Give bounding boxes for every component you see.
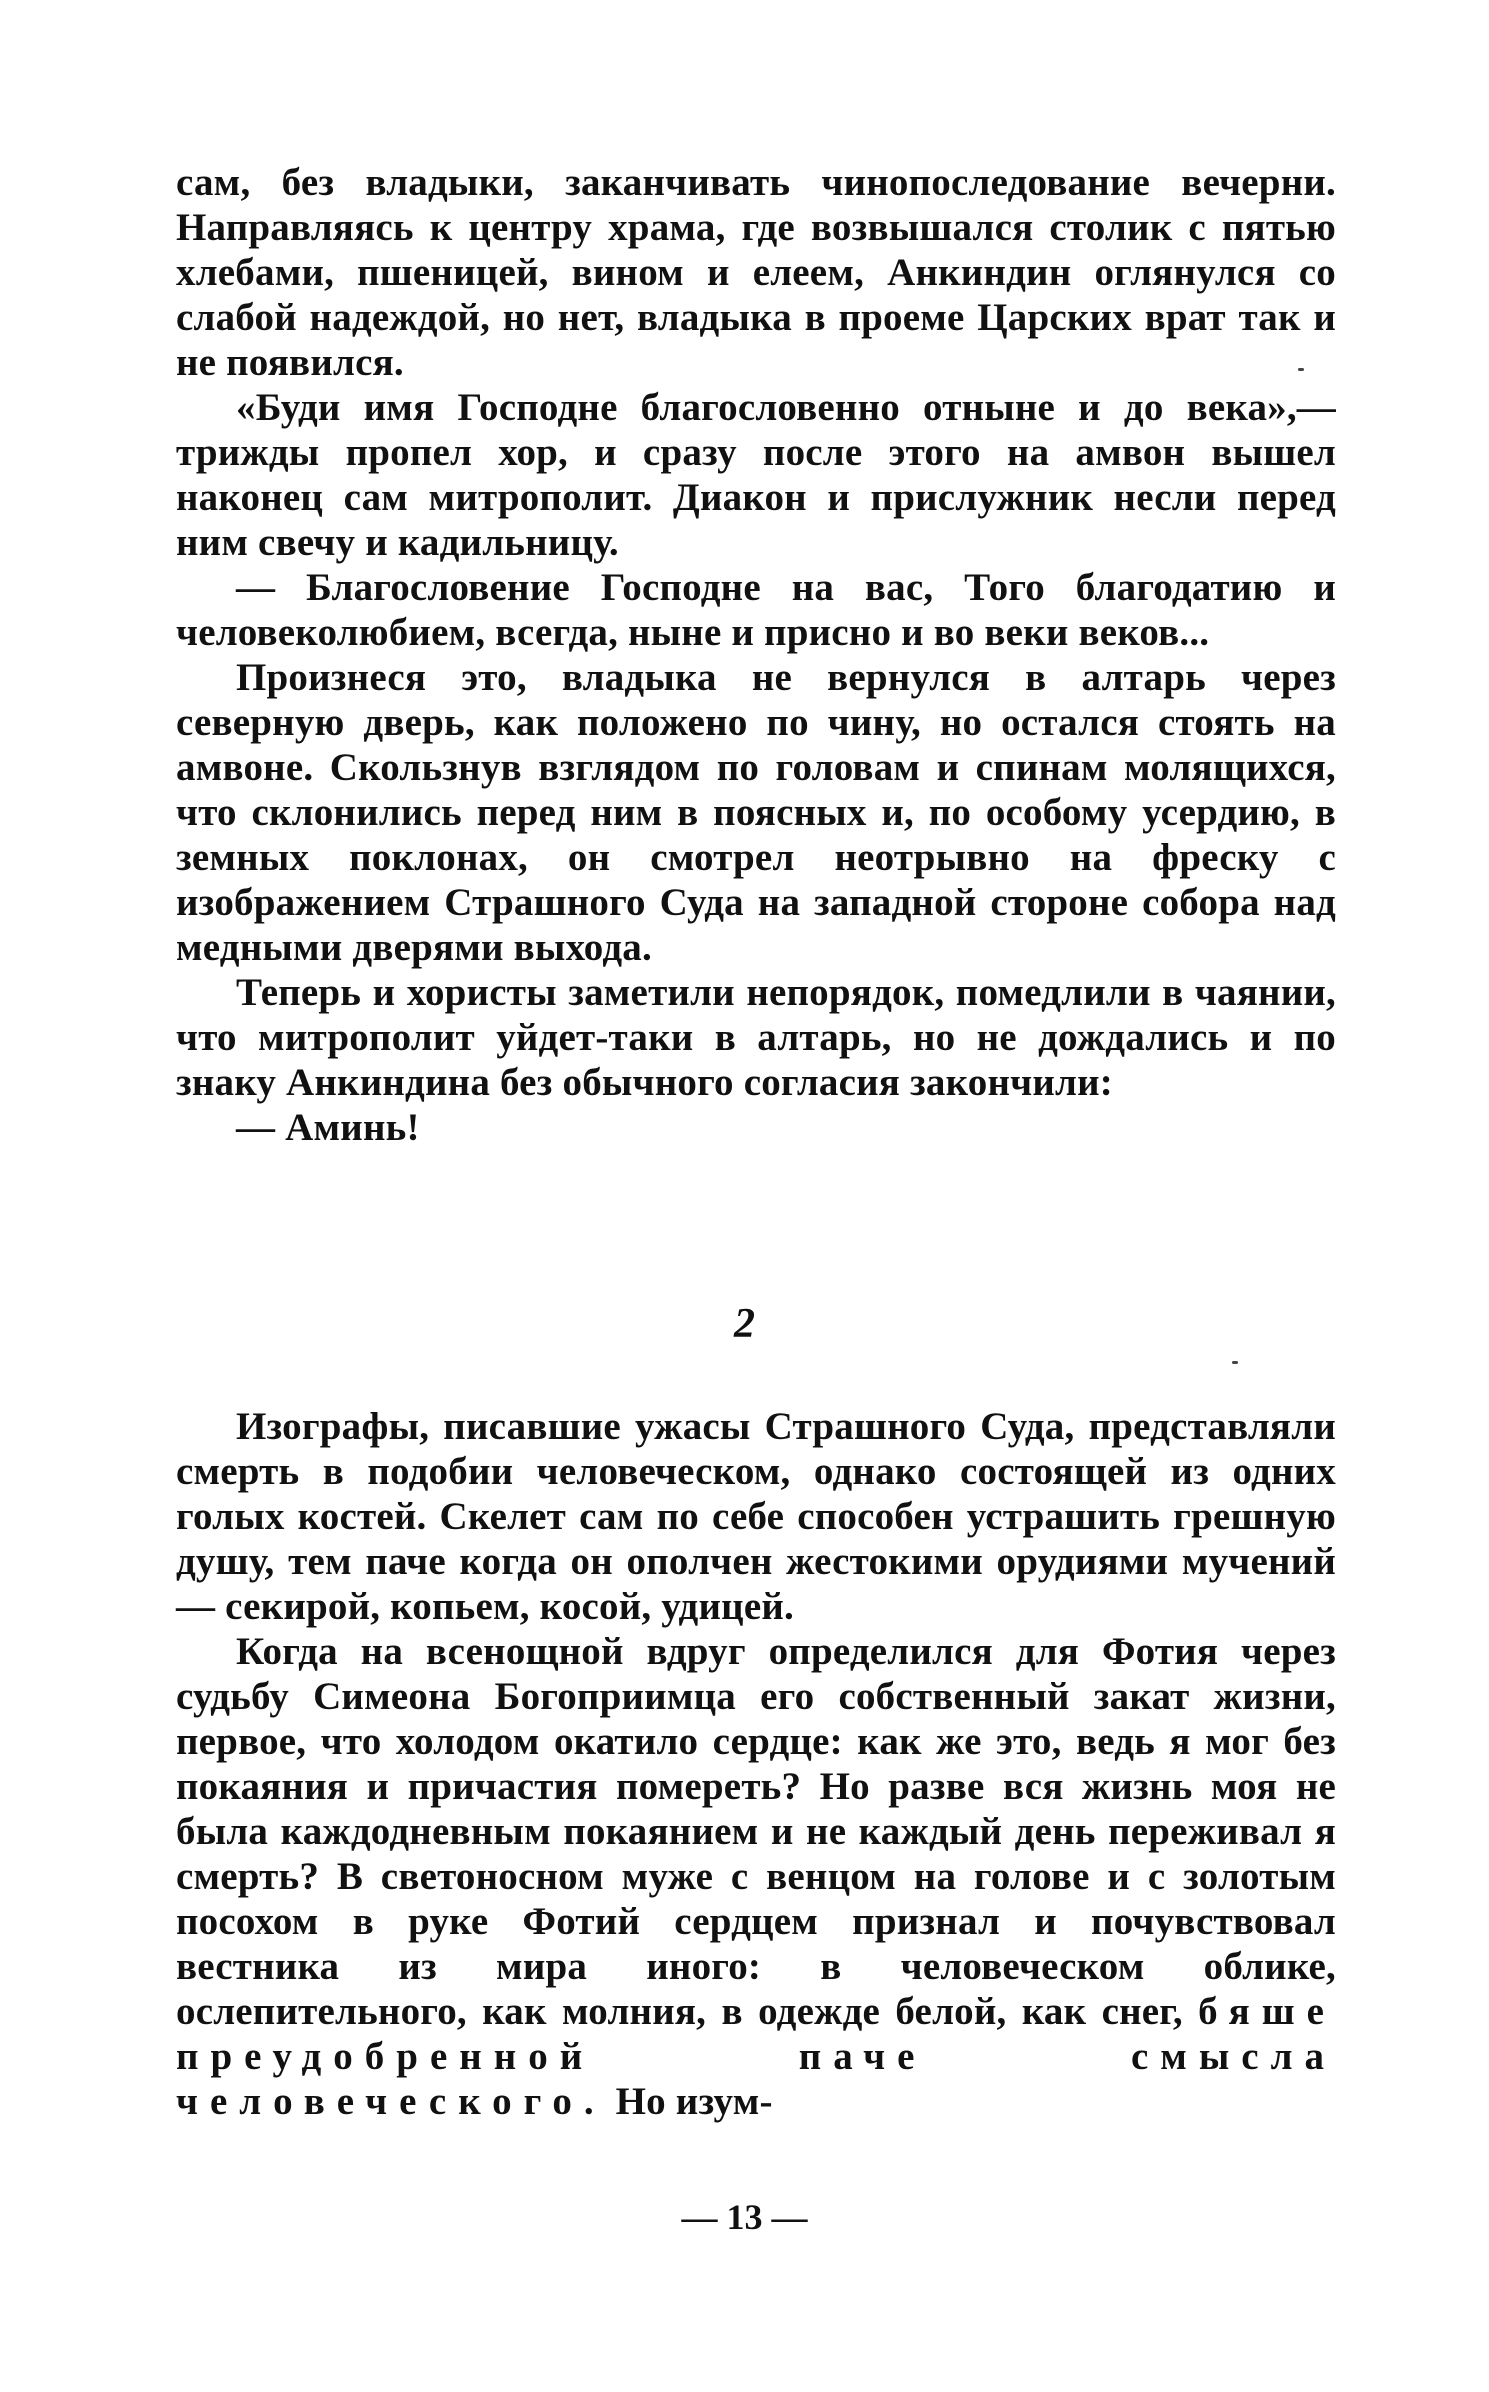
paragraph-tail-text: Но изум-: [605, 2080, 773, 2123]
paragraph: — Аминь!: [236, 1106, 420, 1149]
text-block-top: [176, 160, 1336, 1150]
paragraph: Произнеся это, владыка не вернулся в алтарь через северную дверь, как положено по чину, но остался стоять на амвоне. Скользнув взглядом по головам и спинам молящихся, что склонились перед ним в поясных и, по особому усердию, в земных поклонах, он смотрел неотрывно на фреску с изображением Страшного Суда на западной стороне собора над медными дверями выхода.: [176, 656, 1336, 969]
text-block-bottom: [176, 1404, 1336, 2124]
paragraph: Изографы, писавшие ужасы Страшного Суда, представляли смерть в подобии человеческом, однако состоящей из одних голых костей. Скелет сам по себе способен устрашить грешную душу, тем паче когда он ополчен жестокими орудиями мучений — секирой, копьем, косой, удицей.: [176, 1405, 1336, 1628]
paragraph-text: Когда на всенощной вдруг определился для Фотия через судьбу Симеона Богоприимца его собственный закат жизни, первое, что холодом окатило сердце: как же это, ведь я мог без покаяния и причастия помереть? Но разве вся жизнь моя не была каждодневным покаянием и не каждый день переживал я смерть? В светоносном муже с венцом на голове и с золотым посохом в руке Фотий сердцем признал и почувствовал вестника из мира иного: в человеческом облике, ослепительного, как молния, в одежде белой, как снег,: [176, 1630, 1336, 2033]
print-speck: [1232, 1361, 1238, 1364]
paragraph: «Буди имя Господне благословенно отныне и до века»,— трижды пропел хор, и сразу после этого на амвон вышел наконец сам митрополит. Диакон и прислужник несли перед ним свечу и кадильницу.: [176, 386, 1336, 564]
paragraph: — Благословение Господне на вас, Того благодатию и человеколюбием, всегда, ныне и присно и во веки веков...: [176, 566, 1336, 654]
paragraph: Теперь и хористы заметили непорядок, помедлили в чаянии, что митрополит уйдет-таки в алтарь, но не дождались и по знаку Анкиндина без обычного согласия закончили:: [176, 971, 1336, 1104]
paragraph-last: [176, 1629, 1336, 2124]
page-number: — 13 —: [681, 2197, 808, 2237]
section-number: 2: [734, 1301, 755, 1347]
paragraph: сам, без владыки, заканчивать чинопоследование вечерни. Направляясь к центру храма, где возвышался столик с пятью хлебами, пшеницей, вином и елеем, Анкиндин оглянулся со слабой надеждой, но нет, владыка в проеме Царских врат так и не появился.: [176, 161, 1336, 384]
print-speck: [1298, 368, 1304, 371]
spaced-emphasis-text: бяше преудобренной паче смысла человеческого.: [176, 1990, 1336, 2123]
